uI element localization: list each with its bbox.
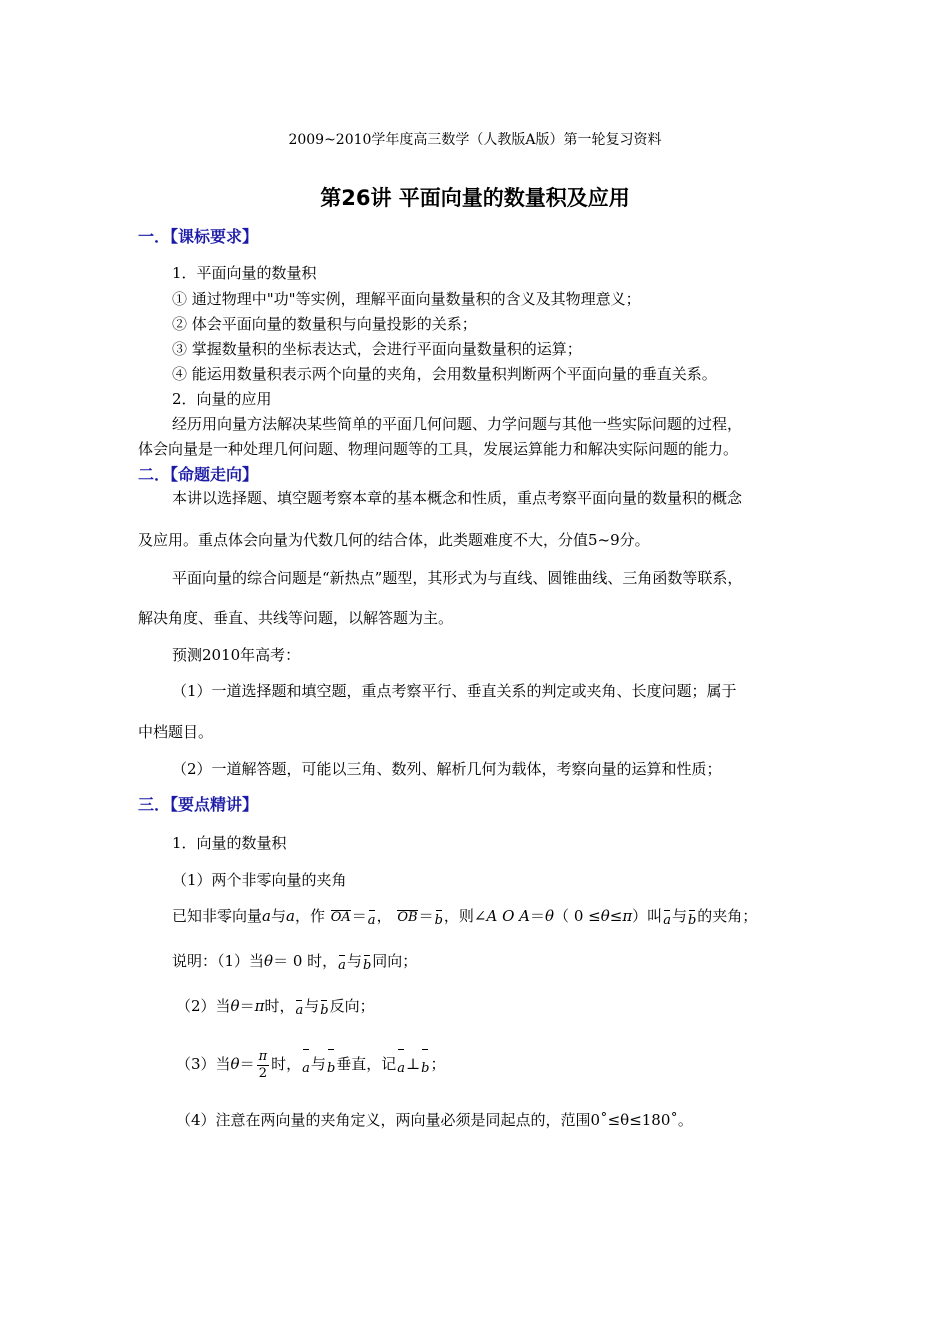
page-title: 第26讲 平面向量的数量积及应用 [320,186,630,210]
vector-a: a [301,1051,311,1087]
vector-b: b [326,1051,336,1087]
text-line: 1．向量的数量积 [172,834,287,852]
text-line: （2）一道解答题，可能以三角、数列、解析几何为载体，考察向量的运算和性质； [172,760,722,778]
note-line-1: 说明：（1）当θ＝ 0 时，a与b同向； [172,952,418,973]
note-line-2: （2）当θ＝π时，a与b反向； [176,997,375,1018]
text-line: 2．向量的应用 [172,390,272,408]
vector-a: a [338,958,346,973]
text-line: 1．平面向量的数量积 [172,264,317,282]
vector-b: b [434,913,443,928]
text-line: 本讲以选择题、填空题考察本章的基本概念和性质，重点考察平面向量的数量积的概念 [172,489,743,507]
definition-line: 已知非零向量a与a，作 OA＝a， OB＝b，则∠A O A＝θ（ 0 ≤θ≤π）叫a与b的夹角； [172,907,758,928]
text-line: （1）一道选择题和填空题，重点考察平行、垂直关系的判定或夹角、长度问题；属于 [172,682,737,700]
text-line: 预测2010年高考： [172,646,301,664]
text-line: 平面向量的综合问题是“新热点”题型，其形式为与直线、圆锥曲线、三角函数等联系， [172,569,743,587]
note-line-3: （3）当θ＝ $\frac{\pi}{2}$ 时，a与b垂直，记a⊥b； [176,1046,446,1087]
vector-a: a [396,1051,406,1087]
vector-b: b [320,1003,329,1018]
doc-header: 2009~2010学年度高三数学（人教版A版）第一轮复习资料 [288,132,662,148]
text-line: 解决角度、垂直、共线等问题，以解答题为主。 [138,609,454,627]
section-heading-3: 三．【要点精讲】 [138,795,259,814]
text-line: ① 通过物理中"功"等实例，理解平面向量数量积的含义及其物理意义； [172,290,641,308]
vector-ob: OB [397,910,418,925]
text-line: ② 体会平面向量的数量积与向量投影的关系； [172,315,477,333]
section-heading-2: 二．【命题走向】 [138,465,259,484]
text-line: 中档题目。 [138,723,214,741]
fraction-pi-over-2: $\frac{\pi}{2}$ [258,1048,268,1081]
vector-oa: OA [330,910,351,925]
vector-a: a [367,913,376,928]
vector-b: b [362,958,372,973]
text-line: 经历用向量方法解决某些简单的平面几何问题、力学问题与其他一些实际问题的过程， [172,415,743,433]
vector-b: b [420,1051,430,1087]
text-line: 体会向量是一种处理几何问题、物理问题等的工具，发展运算能力和解决实际问题的能力。 [138,440,739,458]
vector-b: b [687,913,697,928]
vector-a: a [295,1003,304,1018]
text-line: ③ 掌握数量积的坐标表达式，会进行平面向量数量积的运算； [172,340,582,358]
text-line: （1）两个非零向量的夹角 [172,871,347,889]
text-line: 及应用。重点体会向量为代数几何的结合体，此类题难度不大，分值5~9分。 [138,531,650,549]
text-line: ④ 能运用数量积表示两个向量的夹角，会用数量积判断两个平面向量的垂直关系。 [172,365,717,383]
vector-a: a [663,913,671,928]
section-heading-1: 一．【课标要求】 [138,227,259,246]
note-line-4: （4）注意在两向量的夹角定义，两向量必须是同起点的，范围0˚≤θ≤180˚。 [176,1111,693,1129]
